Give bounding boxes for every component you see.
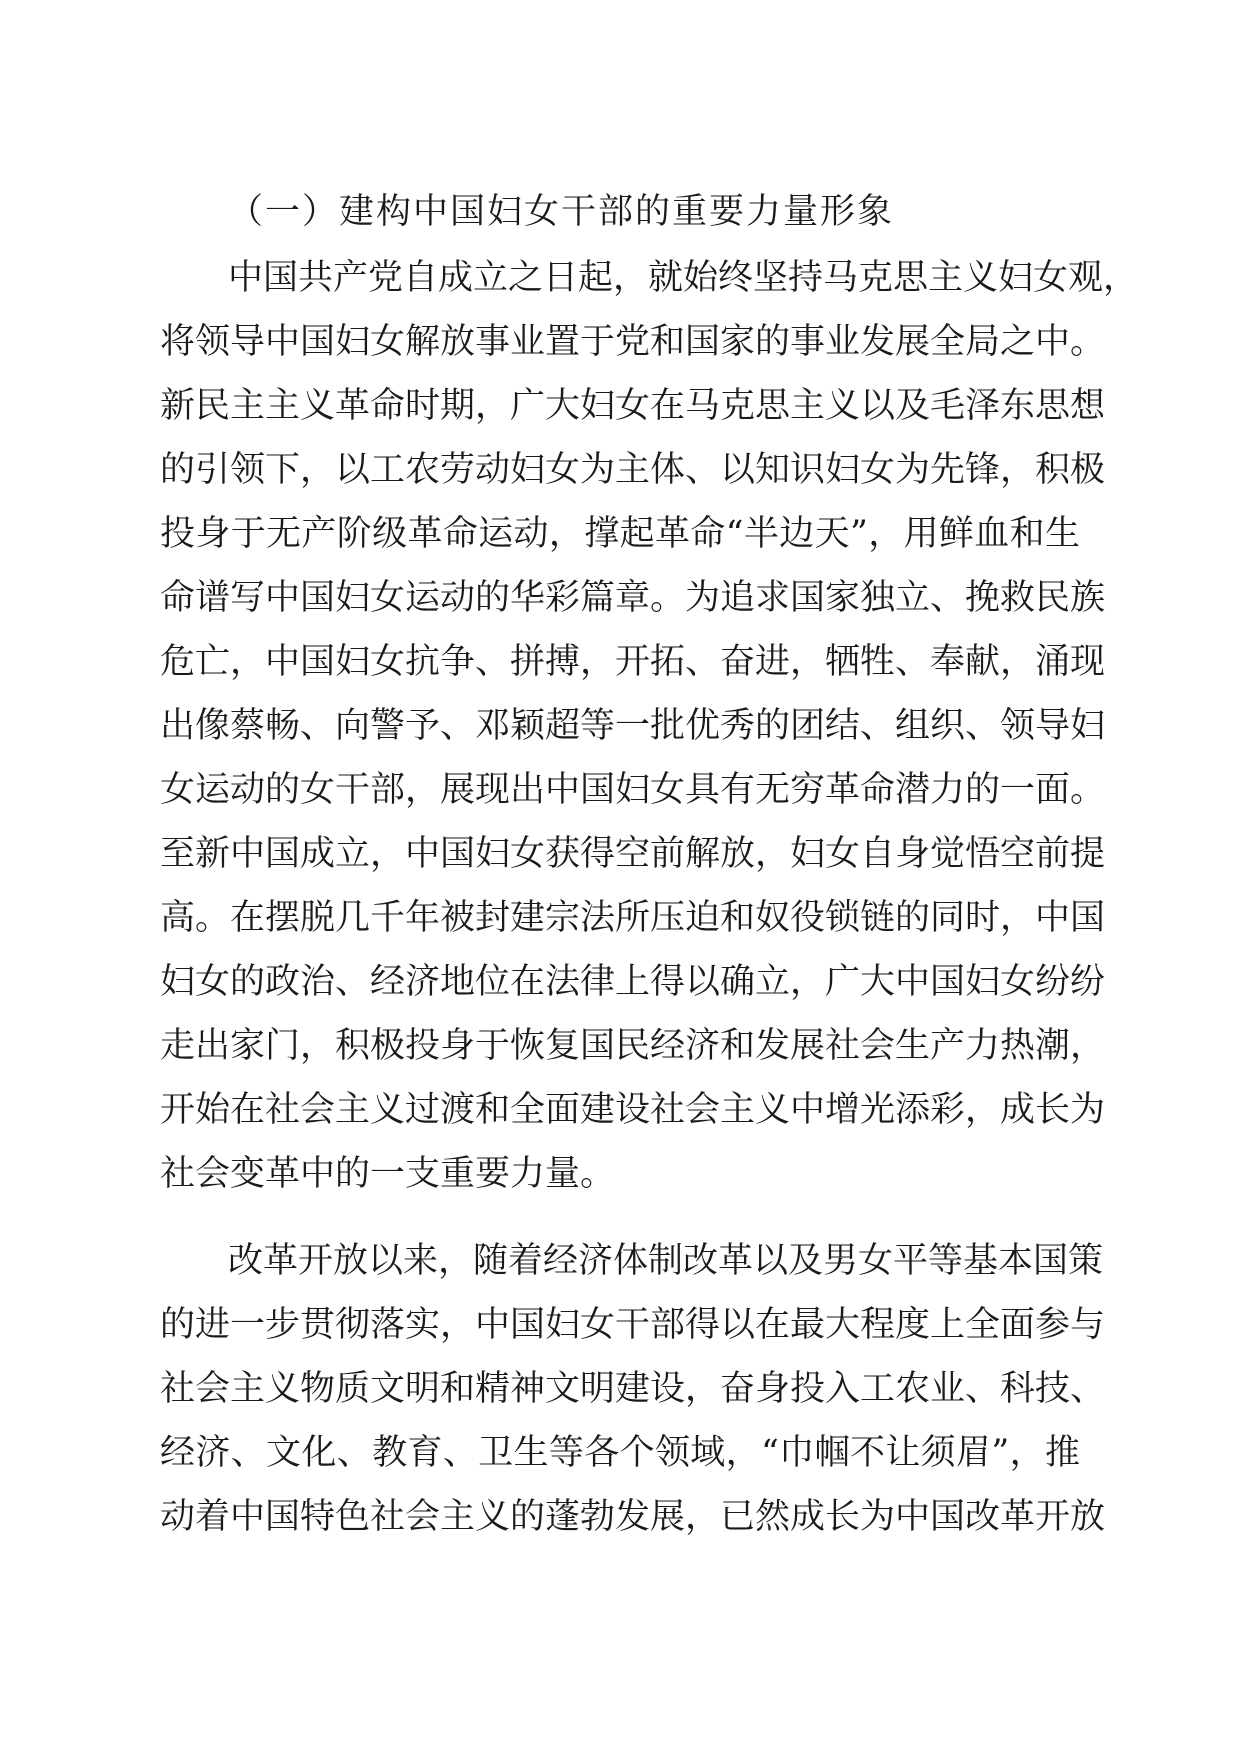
paragraph-2-line-4: 经济、文化、教育、卫生等各个领域，“巾帼不让须眉”，推 — [160, 1433, 1080, 1473]
paragraph-1-line-9: 女运动的女干部，展现出中国妇女具有无穷革命潜力的一面。 — [160, 770, 1106, 810]
paragraph-1-line-7: 危亡，中国妇女抗争、拼搏，开拓、奋进，牺牲、奉献，涌现 — [160, 642, 1106, 682]
paragraph-1-line-12: 妇女的政治、经济地位在法律上得以确立，广大中国妇女纷纷 — [160, 962, 1106, 1002]
paragraph-1-line-15: 社会变革中的一支重要力量。 — [160, 1154, 616, 1194]
paragraph-2-line-5: 动着中国特色社会主义的蓬勃发展，已然成长为中国改革开放 — [160, 1497, 1106, 1537]
paragraph-1-line-1: 中国共产党自成立之日起，就始终坚持马克思主义妇女观， — [228, 258, 1139, 298]
paragraph-1-line-3: 新民主主义革命时期，广大妇女在马克思主义以及毛泽东思想 — [160, 386, 1106, 426]
paragraph-1-line-11: 高。在摆脱几千年被封建宗法所压迫和奴役锁链的同时，中国 — [160, 898, 1106, 938]
paragraph-2-line-2: 的进一步贯彻落实，中国妇女干部得以在最大程度上全面参与 — [160, 1305, 1106, 1345]
section-heading: （一）建构中国妇女干部的重要力量形象 — [228, 192, 895, 232]
paragraph-1-line-13: 走出家门，积极投身于恢复国民经济和发展社会生产力热潮， — [160, 1026, 1106, 1066]
paragraph-1-line-2: 将领导中国妇女解放事业置于党和国家的事业发展全局之中。 — [160, 322, 1106, 362]
paragraph-1-line-4: 的引领下，以工农劳动妇女为主体、以知识妇女为先锋，积极 — [160, 450, 1106, 490]
paragraph-2-line-1: 改革开放以来，随着经济体制改革以及男女平等基本国策 — [228, 1241, 1104, 1281]
paragraph-1-line-10: 至新中国成立，中国妇女获得空前解放，妇女自身觉悟空前提 — [160, 834, 1106, 874]
paragraph-1-line-14: 开始在社会主义过渡和全面建设社会主义中增光添彩，成长为 — [160, 1090, 1106, 1130]
paragraph-2-line-3: 社会主义物质文明和精神文明建设，奋身投入工农业、科技、 — [160, 1369, 1106, 1409]
paragraph-1-line-5: 投身于无产阶级革命运动，撑起革命“半边天”，用鲜血和生 — [160, 514, 1080, 554]
paragraph-1-line-6: 命谱写中国妇女运动的华彩篇章。为追求国家独立、挽救民族 — [160, 578, 1106, 618]
paragraph-1-line-8: 出像蔡畅、向警予、邓颖超等一批优秀的团结、组织、领导妇 — [160, 706, 1106, 746]
